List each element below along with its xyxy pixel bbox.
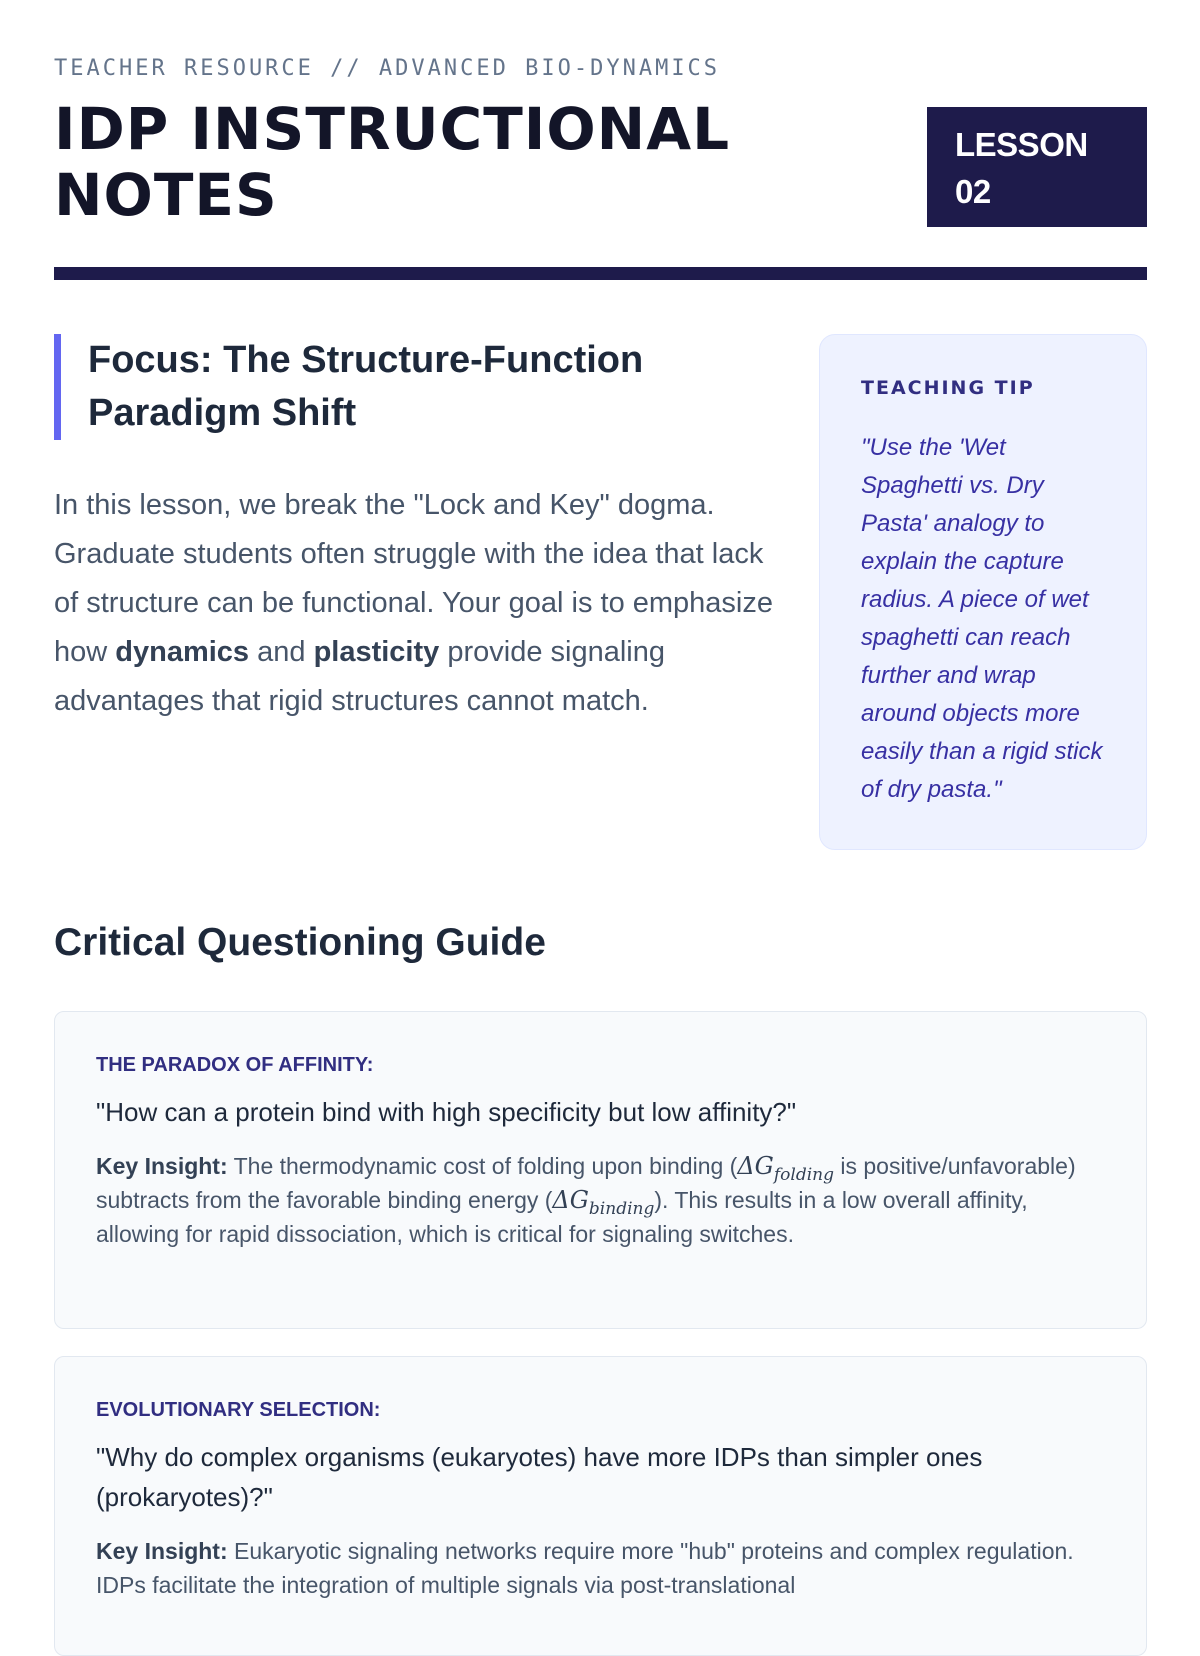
delta-g-folding-formula: [737, 1152, 834, 1185]
questioning-guide-title: Critical Questioning Guide: [54, 921, 546, 964]
question-card-label: THE PARADOX OF AFFINITY:: [96, 1054, 374, 1076]
page-title: [54, 96, 814, 228]
insight-text-3: ). This results in a low overall affinity, allowing for rapid dissociation, which is critical for signaling switches.: [96, 1187, 1028, 1247]
teaching-tip-quote: "Use the 'Wet Spaghetti vs. Dry Pasta' analogy to explain the capture radius. A piece of wet spaghetti can reach further and wrap around objects more easily than a rigid stick of dry pasta.": [861, 434, 1103, 803]
page-title-line-1: IDP INSTRUCTIONAL: [54, 95, 731, 163]
intro-text-3: provide signaling advantages that rigid structures cannot match.: [54, 636, 665, 717]
teaching-tip-label: TEACHING TIP: [861, 377, 1035, 399]
question-card: [54, 1356, 1147, 1656]
intro-bold-plasticity: plasticity: [313, 636, 440, 668]
insight-text-1: The thermodynamic cost of folding upon binding (: [227, 1153, 738, 1179]
insight-text: Eukaryotic signaling networks require more "hub" proteins and complex regulation. IDPs facilitate the integration of multiple signals via post-translational: [96, 1538, 1074, 1598]
question-card-question: "How can a protein bind with high specificity but low affinity?": [96, 1097, 797, 1127]
intro-bold-dynamics: dynamics: [115, 636, 250, 668]
focus-heading-block: [54, 334, 754, 440]
key-insight-label: Key Insight:: [96, 1153, 228, 1179]
delta-g-binding-subscript: binding: [588, 1198, 655, 1219]
insight-text-2: is positive/unfavorable) subtracts from the favorable binding energy (: [96, 1153, 1076, 1213]
delta-g-folding-base: ΔG: [737, 1152, 774, 1180]
lesson-badge-label: LESSON: [955, 126, 1088, 163]
lesson-badge-number: 02: [955, 173, 991, 210]
header-divider: [54, 267, 1147, 280]
focus-heading: Focus: The Structure-Function Paradigm Shift: [88, 339, 644, 434]
delta-g-binding-base: ΔG: [552, 1186, 589, 1214]
teaching-tip-card: [819, 334, 1147, 850]
question-card-insight: [96, 1534, 1106, 1602]
intro-paragraph: [54, 481, 774, 726]
question-card: [54, 1011, 1147, 1329]
resource-eyebrow: TEACHER RESOURCE // ADVANCED BIO-DYNAMICS: [54, 56, 721, 81]
delta-g-binding-formula: [552, 1186, 655, 1219]
delta-g-folding-subscript: folding: [773, 1164, 834, 1185]
question-card-insight: [96, 1149, 1106, 1251]
question-card-label: EVOLUTIONARY SELECTION:: [96, 1399, 381, 1421]
key-insight-label: Key Insight:: [96, 1538, 228, 1564]
intro-text-2: and: [249, 636, 314, 668]
lesson-badge: [927, 107, 1147, 227]
intro-text-1: In this lesson, we break the "Lock and Key" dogma. Graduate students often struggle with the idea that lack of structure can be functional. Your goal is to emphasize how: [54, 489, 773, 668]
question-card-question: "Why do complex organisms (eukaryotes) have more IDPs than simpler ones (prokaryotes)?": [96, 1442, 983, 1512]
page-title-line-2: NOTES: [54, 161, 278, 229]
